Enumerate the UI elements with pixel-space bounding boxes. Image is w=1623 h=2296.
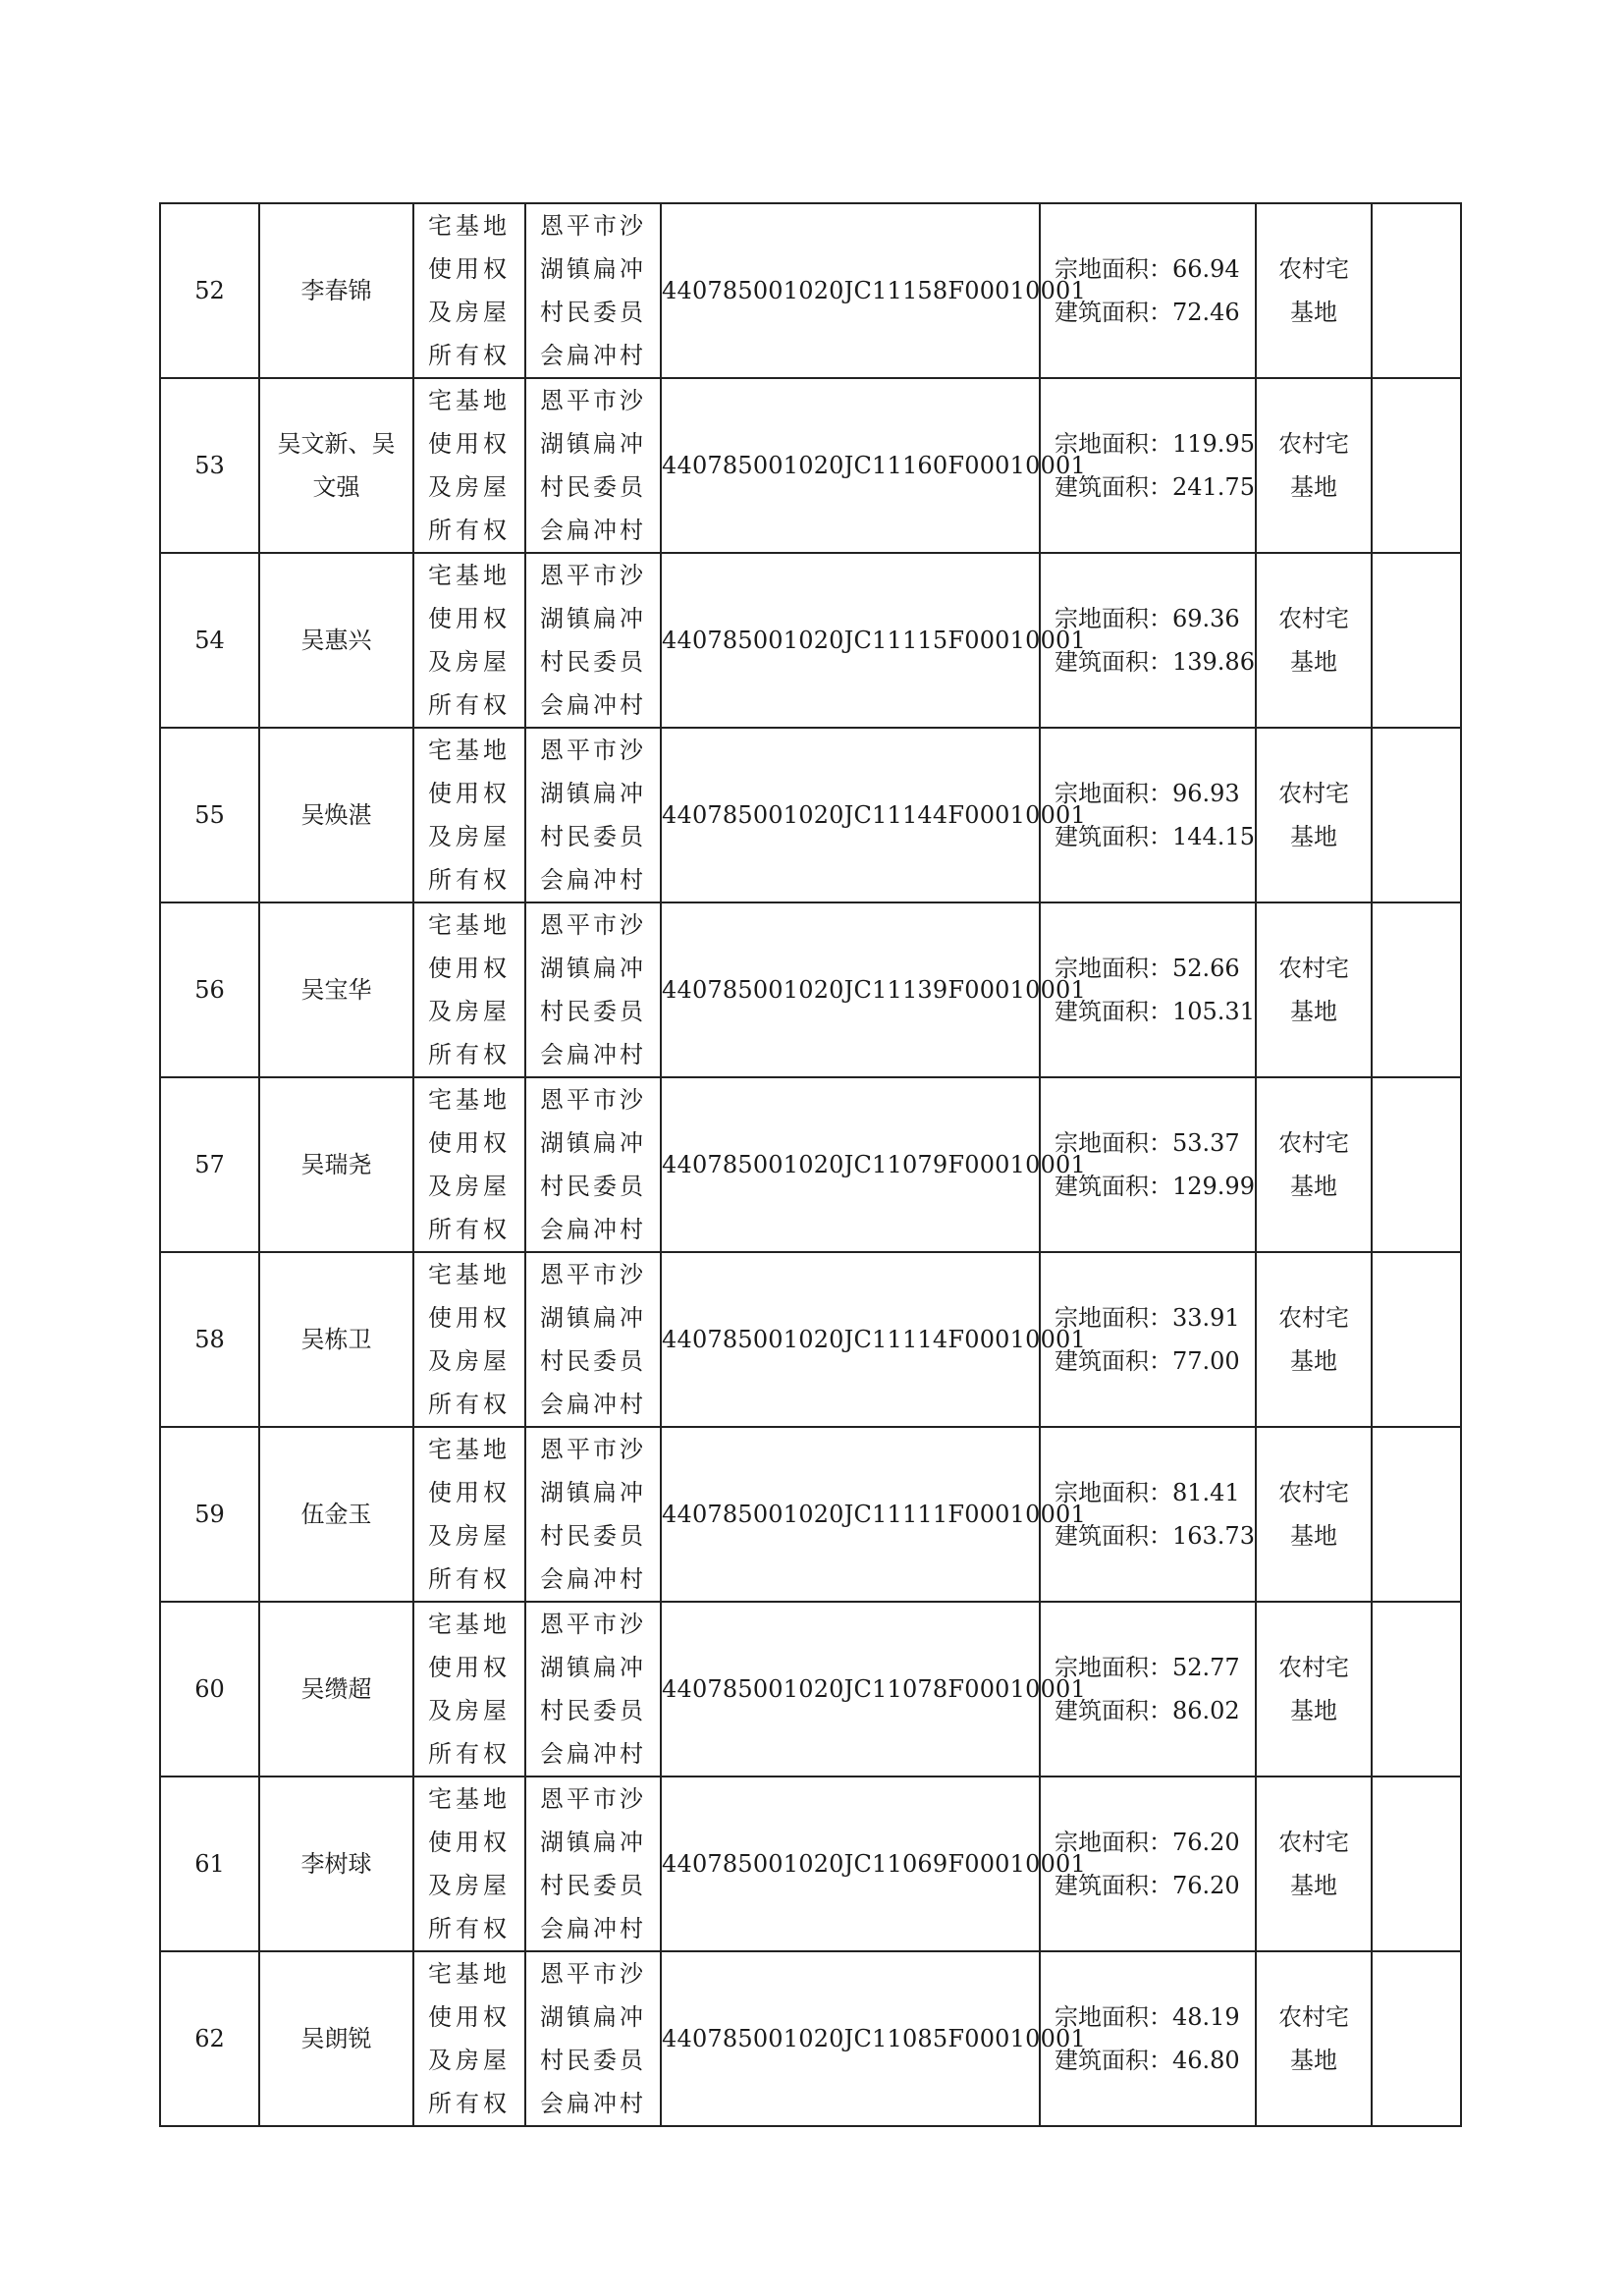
land-use-cell xyxy=(1256,1427,1372,1602)
owner-name-cell: 吴宝华 xyxy=(259,902,413,1077)
location-line: 会扁冲村 xyxy=(540,1740,646,1768)
unit-code-cell: 440785001020JC11078F00010001 xyxy=(661,1602,1040,1777)
land-use-cell xyxy=(1256,1951,1372,2126)
location-line: 村民委员 xyxy=(540,998,646,1025)
land-use-line: 农村宅 xyxy=(1278,2003,1349,2031)
owner-name-cell: 吴瑞尧 xyxy=(259,1077,413,1252)
right-type-line: 所有权 xyxy=(428,342,511,369)
right-type-line: 所有权 xyxy=(428,691,511,719)
owner-name-cell: 李树球 xyxy=(259,1777,413,1951)
right-type-cell xyxy=(413,1252,525,1427)
owner-name-cell: 吴惠兴 xyxy=(259,553,413,728)
row-number-cell: 61 xyxy=(160,1777,259,1951)
area-cell xyxy=(1040,1077,1256,1252)
land-use-line: 基地 xyxy=(1290,998,1337,1025)
right-type-line: 使用权 xyxy=(428,1829,511,1856)
table-row xyxy=(160,1602,1461,1777)
table-row xyxy=(160,1252,1461,1427)
land-area-value: 宗地面积：76.20 xyxy=(1055,1829,1240,1856)
location-line: 村民委员 xyxy=(540,473,646,501)
note-cell xyxy=(1372,1252,1461,1427)
land-use-line: 农村宅 xyxy=(1278,1304,1349,1332)
area-cell xyxy=(1040,1951,1256,2126)
land-use-line: 农村宅 xyxy=(1278,605,1349,632)
right-type-line: 所有权 xyxy=(428,866,511,894)
right-type-cell xyxy=(413,378,525,553)
location-line: 恩平市沙 xyxy=(540,212,646,240)
right-type-line: 所有权 xyxy=(428,1216,511,1243)
row-number-cell: 55 xyxy=(160,728,259,902)
right-type-cell xyxy=(413,1777,525,1951)
location-line: 湖镇扁冲 xyxy=(540,430,646,458)
land-use-line: 基地 xyxy=(1290,473,1337,501)
location-line: 会扁冲村 xyxy=(540,1041,646,1068)
right-type-line: 宅基地 xyxy=(428,1086,511,1114)
right-type-line: 宅基地 xyxy=(428,1436,511,1463)
land-use-line: 农村宅 xyxy=(1278,255,1349,283)
right-type-cell xyxy=(413,553,525,728)
unit-code-cell: 440785001020JC11111F00010001 xyxy=(661,1427,1040,1602)
land-use-cell xyxy=(1256,728,1372,902)
land-use-line: 农村宅 xyxy=(1278,780,1349,807)
location-line: 村民委员 xyxy=(540,299,646,326)
right-type-line: 宅基地 xyxy=(428,562,511,589)
land-area-value: 宗地面积：81.41 xyxy=(1055,1479,1240,1506)
row-number-cell: 56 xyxy=(160,902,259,1077)
unit-code-cell: 440785001020JC11069F00010001 xyxy=(661,1777,1040,1951)
note-cell xyxy=(1372,1951,1461,2126)
unit-code-cell: 440785001020JC11158F00010001 xyxy=(661,203,1040,378)
right-type-line: 宅基地 xyxy=(428,1960,511,1988)
area-cell xyxy=(1040,1252,1256,1427)
note-cell xyxy=(1372,728,1461,902)
right-type-line: 使用权 xyxy=(428,1129,511,1157)
area-cell xyxy=(1040,1427,1256,1602)
location-line: 村民委员 xyxy=(540,1872,646,1899)
location-line: 村民委员 xyxy=(540,648,646,676)
land-use-line: 基地 xyxy=(1290,1697,1337,1724)
building-area-value: 建筑面积：72.46 xyxy=(1055,299,1240,326)
right-type-line: 及房屋 xyxy=(428,1872,511,1899)
location-line: 恩平市沙 xyxy=(540,1611,646,1638)
area-cell xyxy=(1040,203,1256,378)
location-line: 村民委员 xyxy=(540,1347,646,1375)
land-use-line: 农村宅 xyxy=(1278,1129,1349,1157)
location-line: 会扁冲村 xyxy=(540,1391,646,1418)
location-line: 恩平市沙 xyxy=(540,1960,646,1988)
location-line: 村民委员 xyxy=(540,1522,646,1550)
location-cell xyxy=(525,1252,661,1427)
building-area-value: 建筑面积：76.20 xyxy=(1055,1872,1240,1899)
land-use-line: 农村宅 xyxy=(1278,1654,1349,1681)
land-area-value: 宗地面积：33.91 xyxy=(1055,1304,1240,1332)
location-line: 恩平市沙 xyxy=(540,1086,646,1114)
location-line: 恩平市沙 xyxy=(540,562,646,589)
land-use-line: 基地 xyxy=(1290,1872,1337,1899)
location-cell xyxy=(525,203,661,378)
right-type-line: 使用权 xyxy=(428,1654,511,1681)
right-type-line: 及房屋 xyxy=(428,648,511,676)
location-cell xyxy=(525,1427,661,1602)
note-cell xyxy=(1372,1777,1461,1951)
land-use-line: 基地 xyxy=(1290,1173,1337,1200)
right-type-line: 所有权 xyxy=(428,1041,511,1068)
land-area-value: 宗地面积：48.19 xyxy=(1055,2003,1240,2031)
note-cell xyxy=(1372,902,1461,1077)
building-area-value: 建筑面积：241.75 xyxy=(1055,473,1255,501)
location-line: 会扁冲村 xyxy=(540,342,646,369)
land-use-cell xyxy=(1256,1777,1372,1951)
location-line: 村民委员 xyxy=(540,1697,646,1724)
unit-code-cell: 440785001020JC11079F00010001 xyxy=(661,1077,1040,1252)
owner-name-cell: 伍金玉 xyxy=(259,1427,413,1602)
owner-name-cell: 吴焕湛 xyxy=(259,728,413,902)
land-area-value: 宗地面积：52.66 xyxy=(1055,955,1240,982)
land-use-cell xyxy=(1256,1252,1372,1427)
note-cell xyxy=(1372,203,1461,378)
note-cell xyxy=(1372,1602,1461,1777)
right-type-line: 及房屋 xyxy=(428,823,511,850)
area-cell xyxy=(1040,902,1256,1077)
area-cell xyxy=(1040,553,1256,728)
right-type-cell xyxy=(413,728,525,902)
right-type-line: 宅基地 xyxy=(428,1785,511,1813)
land-use-line: 基地 xyxy=(1290,2047,1337,2074)
land-area-value: 宗地面积：96.93 xyxy=(1055,780,1240,807)
right-type-line: 使用权 xyxy=(428,1479,511,1506)
land-use-line: 农村宅 xyxy=(1278,955,1349,982)
right-type-line: 使用权 xyxy=(428,780,511,807)
right-type-line: 宅基地 xyxy=(428,911,511,939)
table-row xyxy=(160,902,1461,1077)
land-area-value: 宗地面积：52.77 xyxy=(1055,1654,1240,1681)
right-type-line: 使用权 xyxy=(428,1304,511,1332)
owner-name-cell: 李春锦 xyxy=(259,203,413,378)
land-use-cell xyxy=(1256,902,1372,1077)
land-use-cell xyxy=(1256,378,1372,553)
right-type-line: 使用权 xyxy=(428,2003,511,2031)
right-type-line: 及房屋 xyxy=(428,1173,511,1200)
land-use-line: 农村宅 xyxy=(1278,1479,1349,1506)
table-row xyxy=(160,1077,1461,1252)
right-type-line: 及房屋 xyxy=(428,998,511,1025)
row-number-cell: 57 xyxy=(160,1077,259,1252)
location-line: 恩平市沙 xyxy=(540,1785,646,1813)
location-line: 湖镇扁冲 xyxy=(540,2003,646,2031)
right-type-line: 所有权 xyxy=(428,1565,511,1593)
location-line: 湖镇扁冲 xyxy=(540,1829,646,1856)
right-type-line: 宅基地 xyxy=(428,737,511,764)
unit-code-cell: 440785001020JC11144F00010001 xyxy=(661,728,1040,902)
location-cell xyxy=(525,902,661,1077)
location-line: 会扁冲村 xyxy=(540,1565,646,1593)
note-cell xyxy=(1372,378,1461,553)
row-number-cell: 59 xyxy=(160,1427,259,1602)
land-area-value: 宗地面积：53.37 xyxy=(1055,1129,1240,1157)
building-area-value: 建筑面积：77.00 xyxy=(1055,1347,1240,1375)
right-type-line: 所有权 xyxy=(428,517,511,544)
land-area-value: 宗地面积：119.95 xyxy=(1055,430,1255,458)
location-line: 会扁冲村 xyxy=(540,1915,646,1942)
land-use-line: 农村宅 xyxy=(1278,1829,1349,1856)
row-number-cell: 58 xyxy=(160,1252,259,1427)
location-line: 恩平市沙 xyxy=(540,387,646,414)
right-type-line: 宅基地 xyxy=(428,1611,511,1638)
land-use-line: 基地 xyxy=(1290,299,1337,326)
registry-table-body xyxy=(160,203,1461,2126)
right-type-line: 及房屋 xyxy=(428,2047,511,2074)
area-cell xyxy=(1040,1777,1256,1951)
location-cell xyxy=(525,1951,661,2126)
location-line: 湖镇扁冲 xyxy=(540,1129,646,1157)
land-use-line: 基地 xyxy=(1290,648,1337,676)
location-cell xyxy=(525,1777,661,1951)
right-type-cell xyxy=(413,203,525,378)
note-cell xyxy=(1372,1427,1461,1602)
location-line: 恩平市沙 xyxy=(540,1261,646,1288)
table-row xyxy=(160,203,1461,378)
building-area-value: 建筑面积：139.86 xyxy=(1055,648,1255,676)
note-cell xyxy=(1372,1077,1461,1252)
location-line: 湖镇扁冲 xyxy=(540,780,646,807)
location-line: 湖镇扁冲 xyxy=(540,1654,646,1681)
right-type-line: 及房屋 xyxy=(428,1522,511,1550)
right-type-line: 使用权 xyxy=(428,255,511,283)
location-line: 村民委员 xyxy=(540,823,646,850)
right-type-cell xyxy=(413,1427,525,1602)
building-area-value: 建筑面积：86.02 xyxy=(1055,1697,1240,1724)
land-use-line: 农村宅 xyxy=(1278,430,1349,458)
location-cell xyxy=(525,378,661,553)
building-area-value: 建筑面积：163.73 xyxy=(1055,1522,1255,1550)
right-type-line: 及房屋 xyxy=(428,1347,511,1375)
location-line: 会扁冲村 xyxy=(540,1216,646,1243)
location-line: 村民委员 xyxy=(540,1173,646,1200)
right-type-line: 及房屋 xyxy=(428,299,511,326)
location-line: 湖镇扁冲 xyxy=(540,605,646,632)
note-cell xyxy=(1372,553,1461,728)
land-area-value: 宗地面积：69.36 xyxy=(1055,605,1240,632)
location-line: 会扁冲村 xyxy=(540,691,646,719)
right-type-line: 宅基地 xyxy=(428,212,511,240)
land-use-cell xyxy=(1256,553,1372,728)
building-area-value: 建筑面积：46.80 xyxy=(1055,2047,1240,2074)
area-cell xyxy=(1040,1602,1256,1777)
row-number-cell: 54 xyxy=(160,553,259,728)
location-line: 会扁冲村 xyxy=(540,866,646,894)
row-number-cell: 60 xyxy=(160,1602,259,1777)
registry-table xyxy=(159,202,1462,2127)
table-row xyxy=(160,378,1461,553)
land-area-value: 宗地面积：66.94 xyxy=(1055,255,1240,283)
area-cell xyxy=(1040,378,1256,553)
row-number-cell: 52 xyxy=(160,203,259,378)
land-use-line: 基地 xyxy=(1290,1347,1337,1375)
table-row xyxy=(160,728,1461,902)
owner-name-cell: 吴朗锐 xyxy=(259,1951,413,2126)
location-line: 湖镇扁冲 xyxy=(540,955,646,982)
right-type-line: 使用权 xyxy=(428,430,511,458)
unit-code-cell: 440785001020JC11139F00010001 xyxy=(661,902,1040,1077)
table-row xyxy=(160,1427,1461,1602)
location-line: 恩平市沙 xyxy=(540,1436,646,1463)
right-type-line: 宅基地 xyxy=(428,387,511,414)
table-row xyxy=(160,1951,1461,2126)
table-row xyxy=(160,1777,1461,1951)
land-use-cell xyxy=(1256,203,1372,378)
right-type-line: 所有权 xyxy=(428,1391,511,1418)
location-line: 会扁冲村 xyxy=(540,517,646,544)
right-type-line: 及房屋 xyxy=(428,473,511,501)
row-number-cell: 62 xyxy=(160,1951,259,2126)
building-area-value: 建筑面积：105.31 xyxy=(1055,998,1255,1025)
location-cell xyxy=(525,1077,661,1252)
right-type-cell xyxy=(413,1602,525,1777)
row-number-cell: 53 xyxy=(160,378,259,553)
right-type-cell xyxy=(413,1077,525,1252)
right-type-line: 所有权 xyxy=(428,1740,511,1768)
location-line: 村民委员 xyxy=(540,2047,646,2074)
land-use-line: 基地 xyxy=(1290,1522,1337,1550)
right-type-line: 及房屋 xyxy=(428,1697,511,1724)
right-type-cell xyxy=(413,902,525,1077)
building-area-value: 建筑面积：144.15 xyxy=(1055,823,1255,850)
right-type-line: 所有权 xyxy=(428,1915,511,1942)
location-cell xyxy=(525,1602,661,1777)
right-type-line: 使用权 xyxy=(428,605,511,632)
owner-name-cell: 吴栋卫 xyxy=(259,1252,413,1427)
location-line: 湖镇扁冲 xyxy=(540,255,646,283)
building-area-value: 建筑面积：129.99 xyxy=(1055,1173,1255,1200)
location-line: 恩平市沙 xyxy=(540,911,646,939)
owner-name-cell: 吴缵超 xyxy=(259,1602,413,1777)
unit-code-cell: 440785001020JC11160F00010001 xyxy=(661,378,1040,553)
owner-name-cell: 吴文新、吴文强 xyxy=(259,378,413,553)
land-use-cell xyxy=(1256,1077,1372,1252)
unit-code-cell: 440785001020JC11085F00010001 xyxy=(661,1951,1040,2126)
unit-code-cell: 440785001020JC11115F00010001 xyxy=(661,553,1040,728)
area-cell xyxy=(1040,728,1256,902)
land-use-line: 基地 xyxy=(1290,823,1337,850)
location-line: 恩平市沙 xyxy=(540,737,646,764)
table-row xyxy=(160,553,1461,728)
location-cell xyxy=(525,728,661,902)
location-cell xyxy=(525,553,661,728)
location-line: 湖镇扁冲 xyxy=(540,1304,646,1332)
right-type-line: 使用权 xyxy=(428,955,511,982)
right-type-cell xyxy=(413,1951,525,2126)
right-type-line: 所有权 xyxy=(428,2090,511,2117)
right-type-line: 宅基地 xyxy=(428,1261,511,1288)
location-line: 会扁冲村 xyxy=(540,2090,646,2117)
land-use-cell xyxy=(1256,1602,1372,1777)
location-line: 湖镇扁冲 xyxy=(540,1479,646,1506)
unit-code-cell: 440785001020JC11114F00010001 xyxy=(661,1252,1040,1427)
